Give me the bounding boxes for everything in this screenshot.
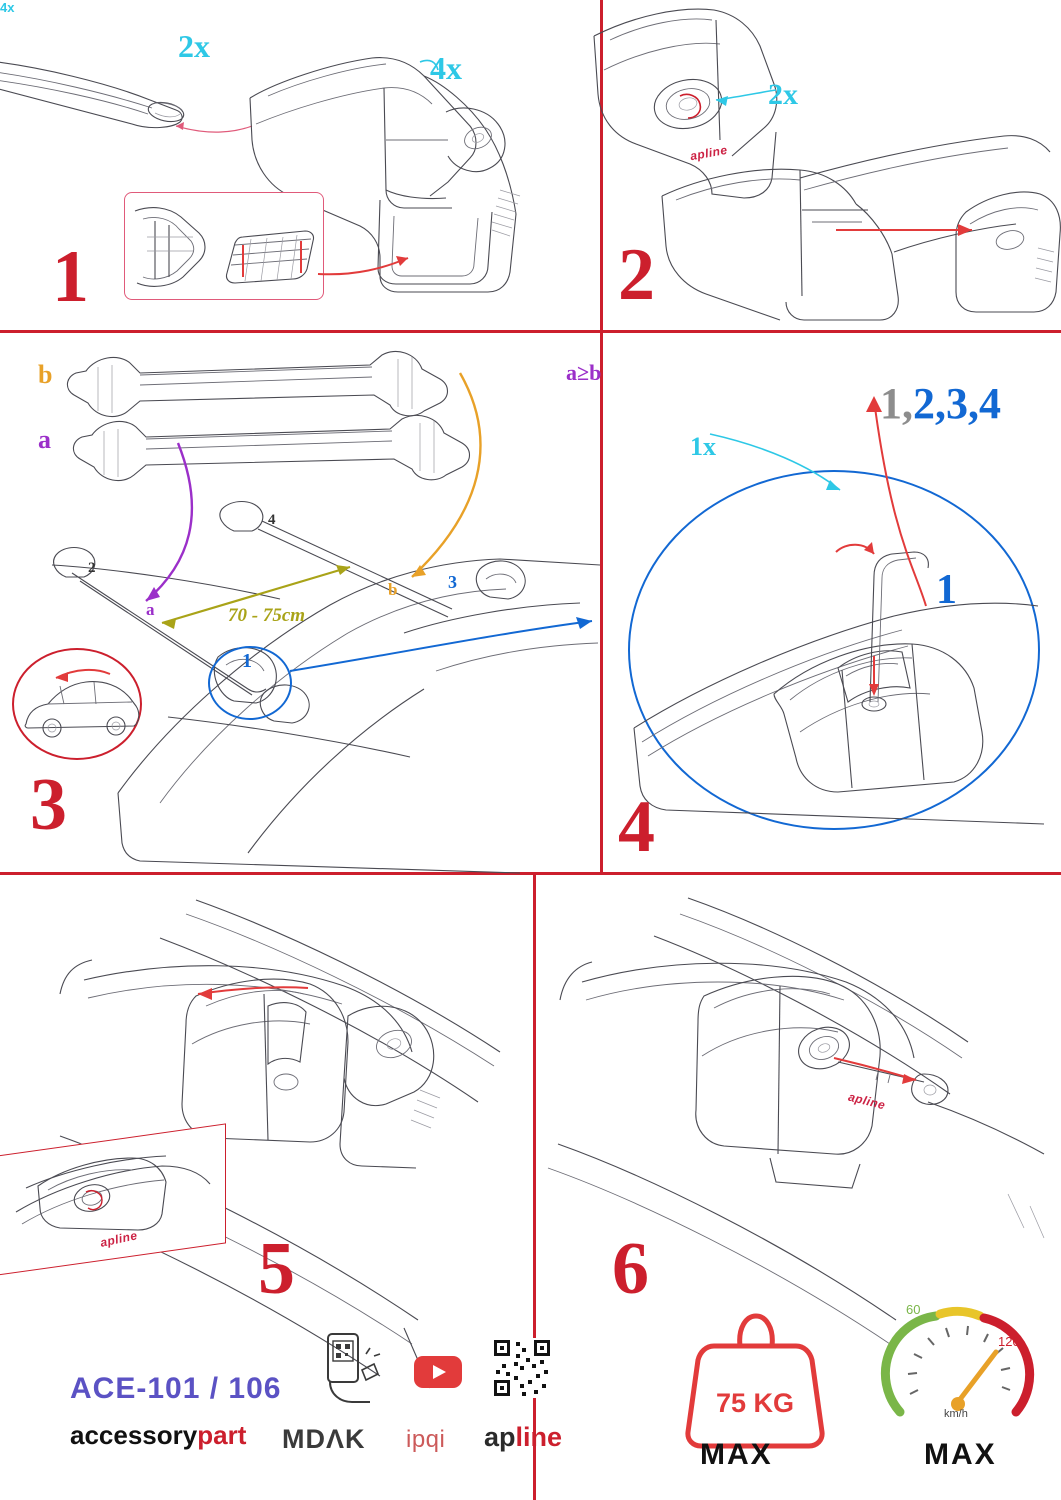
apline-first: ap (484, 1422, 516, 1452)
brand-logo-second: part (197, 1420, 247, 1450)
partner-logo-apline (484, 1422, 562, 1453)
foot-order-1-label: 1 (242, 650, 252, 672)
step-5-detail-illustration (0, 1128, 236, 1268)
section-divider-v1 (600, 0, 603, 330)
step-4-illustration (624, 456, 1061, 856)
max-load-icon (684, 1302, 824, 1452)
max-speed-label: MAX (924, 1438, 997, 1471)
brand-logo-first: accessory (70, 1420, 198, 1450)
section-divider-v3 (533, 875, 536, 1500)
foot-order-3-label: 3 (448, 572, 457, 592)
step-number-4: 4 (618, 786, 656, 868)
bar-a-label: a (38, 425, 51, 454)
tool-count-label: 1x (690, 432, 716, 461)
speed-min-tick: 60 (906, 1302, 921, 1317)
bar-count-label: 2x (178, 28, 210, 64)
step-2-illustration (604, 0, 1060, 330)
product-code: ACE-101 / 106 (70, 1372, 282, 1405)
apline-logo-mark-step5: apline (98, 1228, 139, 1250)
tightening-sequence-label: 1,2,3,4 (880, 379, 1001, 428)
step-1-assembly-arrow (312, 232, 452, 302)
step-3-illustration (0, 333, 600, 873)
car-icon (14, 650, 144, 762)
apline-second: line (515, 1422, 563, 1452)
section-divider-v2 (600, 333, 603, 872)
step-number-3: 3 (30, 764, 68, 846)
first-foot-label: 1 (936, 567, 957, 613)
step-number-5: 5 (258, 1228, 296, 1310)
position-b-label: b (388, 580, 398, 599)
qr-scan-phone-icon (322, 1330, 392, 1410)
partner-logo-mdak: MDΛK (282, 1424, 366, 1454)
a-ge-b-label: a≥b (566, 360, 602, 385)
car-orientation-circle (12, 648, 142, 760)
pad-count-label: 4x (0, 0, 15, 15)
apline-logo-mark-step6: apline (846, 1089, 887, 1113)
foot-order-2-label: 2 (88, 560, 96, 576)
bar-b-label: b (38, 360, 53, 389)
max-speed-icon (884, 1296, 1034, 1446)
youtube-icon[interactable] (412, 1352, 464, 1392)
partner-logo-ipqi: ipqi (406, 1426, 446, 1453)
max-load-label: MAX (700, 1438, 773, 1471)
qr-code-icon (492, 1338, 554, 1400)
foot-count-label: 4x (430, 50, 462, 86)
step-number-1: 1 (52, 236, 90, 318)
apline-logo-mark-step2: apline (689, 142, 729, 164)
brand-logo (70, 1420, 246, 1451)
position-a-label: a (146, 600, 155, 619)
speed-max-tick: 120 (998, 1334, 1020, 1349)
step-1-detail-box (124, 192, 324, 300)
step-number-6: 6 (612, 1228, 650, 1310)
max-load-value: 75 KG (715, 1388, 795, 1418)
speed-unit-label: km/h (944, 1408, 968, 1420)
foot-order-4-label: 4 (268, 512, 276, 528)
distance-label: 70 - 75cm (228, 605, 306, 626)
cover-count-label: 2x (768, 78, 798, 111)
step-number-2: 2 (618, 234, 656, 316)
